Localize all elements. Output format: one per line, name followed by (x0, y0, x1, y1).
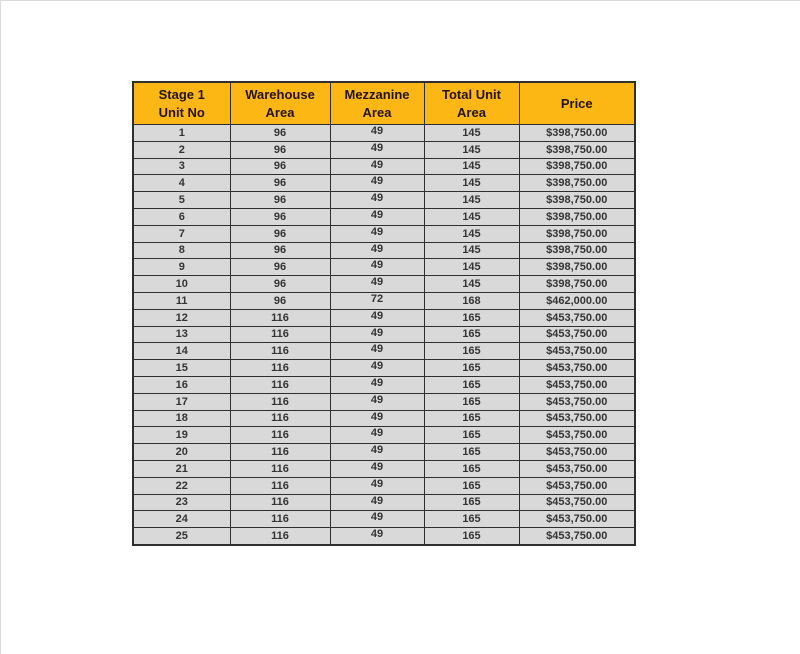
cell-total: 145 (424, 192, 519, 209)
cell-warehouse: 116 (230, 309, 330, 326)
header-mezzanine-area (330, 82, 424, 125)
table-row (133, 360, 635, 377)
cell-price: $453,750.00 (519, 494, 635, 511)
header-warehouse-area (230, 82, 330, 125)
table-row (133, 528, 635, 545)
table-row (133, 343, 635, 360)
cell-total: 165 (424, 511, 519, 528)
cell-warehouse: 96 (230, 259, 330, 276)
cell-warehouse: 116 (230, 427, 330, 444)
cell-total: 145 (424, 208, 519, 225)
cell-warehouse: 116 (230, 494, 330, 511)
cell-warehouse: 116 (230, 376, 330, 393)
cell-unit: 23 (133, 494, 230, 511)
cell-unit: 7 (133, 225, 230, 242)
cell-unit: 19 (133, 427, 230, 444)
cell-warehouse: 96 (230, 208, 330, 225)
cell-mezzanine: 49 (330, 427, 424, 444)
cell-warehouse: 96 (230, 175, 330, 192)
cell-unit: 24 (133, 511, 230, 528)
cell-price: $453,750.00 (519, 427, 635, 444)
table-row (133, 141, 635, 158)
table-row (133, 326, 635, 343)
cell-warehouse: 96 (230, 242, 330, 259)
cell-unit: 3 (133, 158, 230, 175)
cell-warehouse: 116 (230, 528, 330, 545)
cell-warehouse: 116 (230, 444, 330, 461)
cell-price: $453,750.00 (519, 477, 635, 494)
cell-mezzanine: 49 (330, 343, 424, 360)
cell-total: 165 (424, 444, 519, 461)
table-row (133, 494, 635, 511)
cell-mezzanine: 49 (330, 444, 424, 461)
table-row (133, 225, 635, 242)
header-unit-no (133, 82, 230, 125)
cell-mezzanine: 49 (330, 192, 424, 209)
cell-warehouse: 96 (230, 276, 330, 293)
cell-mezzanine: 49 (330, 511, 424, 528)
cell-mezzanine: 49 (330, 410, 424, 427)
header-total-unit-area (424, 82, 519, 125)
cell-warehouse: 96 (230, 292, 330, 309)
table-row (133, 511, 635, 528)
cell-unit: 22 (133, 477, 230, 494)
cell-total: 145 (424, 125, 519, 142)
table-row (133, 427, 635, 444)
table-row (133, 393, 635, 410)
table-row (133, 460, 635, 477)
cell-mezzanine: 49 (330, 326, 424, 343)
table-row (133, 242, 635, 259)
table-row (133, 292, 635, 309)
cell-mezzanine: 49 (330, 242, 424, 259)
price-table (132, 81, 636, 546)
table-row (133, 376, 635, 393)
cell-total: 165 (424, 477, 519, 494)
header-price (519, 82, 635, 125)
cell-unit: 21 (133, 460, 230, 477)
header-price-line1: Price (560, 95, 593, 111)
cell-warehouse: 116 (230, 360, 330, 377)
cell-mezzanine: 49 (330, 494, 424, 511)
cell-unit: 6 (133, 208, 230, 225)
cell-unit: 18 (133, 410, 230, 427)
cell-price: $462,000.00 (519, 292, 635, 309)
table-body (133, 125, 635, 545)
cell-total: 145 (424, 141, 519, 158)
cell-mezzanine: 49 (330, 460, 424, 477)
cell-total: 165 (424, 528, 519, 545)
cell-warehouse: 116 (230, 477, 330, 494)
cell-warehouse: 96 (230, 141, 330, 158)
cell-mezzanine: 49 (330, 259, 424, 276)
cell-unit: 10 (133, 276, 230, 293)
cell-mezzanine: 49 (330, 309, 424, 326)
cell-total: 145 (424, 276, 519, 293)
cell-unit: 2 (133, 141, 230, 158)
cell-price: $453,750.00 (519, 360, 635, 377)
cell-price: $453,750.00 (519, 511, 635, 528)
cell-mezzanine: 49 (330, 175, 424, 192)
cell-mezzanine: 49 (330, 276, 424, 293)
header-row (133, 82, 635, 125)
cell-total: 165 (424, 460, 519, 477)
cell-price: $398,750.00 (519, 242, 635, 259)
cell-unit: 17 (133, 393, 230, 410)
cell-price: $453,750.00 (519, 460, 635, 477)
cell-warehouse: 96 (230, 125, 330, 142)
header-warehouse-line2: Area (265, 104, 295, 120)
header-warehouse-line1: Warehouse (245, 86, 315, 102)
cell-price: $453,750.00 (519, 444, 635, 461)
cell-warehouse: 116 (230, 393, 330, 410)
cell-total: 165 (424, 326, 519, 343)
cell-total: 145 (424, 225, 519, 242)
cell-price: $453,750.00 (519, 393, 635, 410)
header-mezzanine-line2: Area (362, 104, 392, 120)
cell-price: $453,750.00 (519, 410, 635, 427)
cell-mezzanine: 72 (330, 292, 424, 309)
stage1-price-table (132, 81, 636, 546)
header-total-line1: Total Unit (442, 86, 501, 102)
cell-price: $398,750.00 (519, 158, 635, 175)
cell-unit: 15 (133, 360, 230, 377)
table-row (133, 309, 635, 326)
table-row (133, 477, 635, 494)
cell-mezzanine: 49 (330, 376, 424, 393)
cell-total: 145 (424, 242, 519, 259)
cell-unit: 9 (133, 259, 230, 276)
cell-total: 145 (424, 259, 519, 276)
cell-mezzanine: 49 (330, 528, 424, 545)
table-row (133, 259, 635, 276)
cell-price: $398,750.00 (519, 175, 635, 192)
cell-mezzanine: 49 (330, 208, 424, 225)
cell-unit: 5 (133, 192, 230, 209)
cell-warehouse: 96 (230, 158, 330, 175)
cell-mezzanine: 49 (330, 125, 424, 142)
cell-warehouse: 96 (230, 192, 330, 209)
cell-warehouse: 116 (230, 410, 330, 427)
cell-total: 165 (424, 360, 519, 377)
cell-total: 145 (424, 158, 519, 175)
table-row (133, 125, 635, 142)
cell-unit: 14 (133, 343, 230, 360)
cell-unit: 20 (133, 444, 230, 461)
cell-price: $398,750.00 (519, 225, 635, 242)
cell-price: $453,750.00 (519, 326, 635, 343)
cell-mezzanine: 49 (330, 141, 424, 158)
cell-unit: 11 (133, 292, 230, 309)
cell-unit: 16 (133, 376, 230, 393)
cell-warehouse: 96 (230, 225, 330, 242)
header-total-line2: Area (457, 104, 486, 120)
cell-unit: 25 (133, 528, 230, 545)
cell-price: $453,750.00 (519, 376, 635, 393)
table-row (133, 175, 635, 192)
table-row (133, 276, 635, 293)
header-unit-no-line2: Unit No (158, 104, 205, 120)
cell-warehouse: 116 (230, 511, 330, 528)
cell-price: $398,750.00 (519, 125, 635, 142)
cell-unit: 4 (133, 175, 230, 192)
table-row (133, 444, 635, 461)
cell-price: $398,750.00 (519, 141, 635, 158)
cell-total: 165 (424, 376, 519, 393)
cell-total: 145 (424, 175, 519, 192)
table-row (133, 410, 635, 427)
cell-price: $453,750.00 (519, 343, 635, 360)
cell-price: $398,750.00 (519, 276, 635, 293)
cell-mezzanine: 49 (330, 158, 424, 175)
cell-total: 165 (424, 343, 519, 360)
cell-price: $398,750.00 (519, 259, 635, 276)
header-mezzanine-line1: Mezzanine (344, 86, 410, 102)
cell-unit: 13 (133, 326, 230, 343)
cell-total: 165 (424, 410, 519, 427)
cell-price: $453,750.00 (519, 309, 635, 326)
table-header (133, 82, 635, 125)
cell-mezzanine: 49 (330, 477, 424, 494)
cell-unit: 8 (133, 242, 230, 259)
cell-price: $398,750.00 (519, 192, 635, 209)
cell-total: 165 (424, 393, 519, 410)
table-row (133, 192, 635, 209)
cell-total: 165 (424, 309, 519, 326)
table-row (133, 158, 635, 175)
cell-mezzanine: 49 (330, 393, 424, 410)
table-row (133, 208, 635, 225)
header-unit-no-line1: Stage 1 (158, 86, 205, 102)
cell-warehouse: 116 (230, 326, 330, 343)
cell-price: $453,750.00 (519, 528, 635, 545)
cell-total: 165 (424, 427, 519, 444)
cell-total: 165 (424, 494, 519, 511)
cell-mezzanine: 49 (330, 360, 424, 377)
cell-price: $398,750.00 (519, 208, 635, 225)
cell-warehouse: 116 (230, 460, 330, 477)
cell-total: 168 (424, 292, 519, 309)
cell-unit: 1 (133, 125, 230, 142)
cell-mezzanine: 49 (330, 225, 424, 242)
cell-warehouse: 116 (230, 343, 330, 360)
cell-unit: 12 (133, 309, 230, 326)
